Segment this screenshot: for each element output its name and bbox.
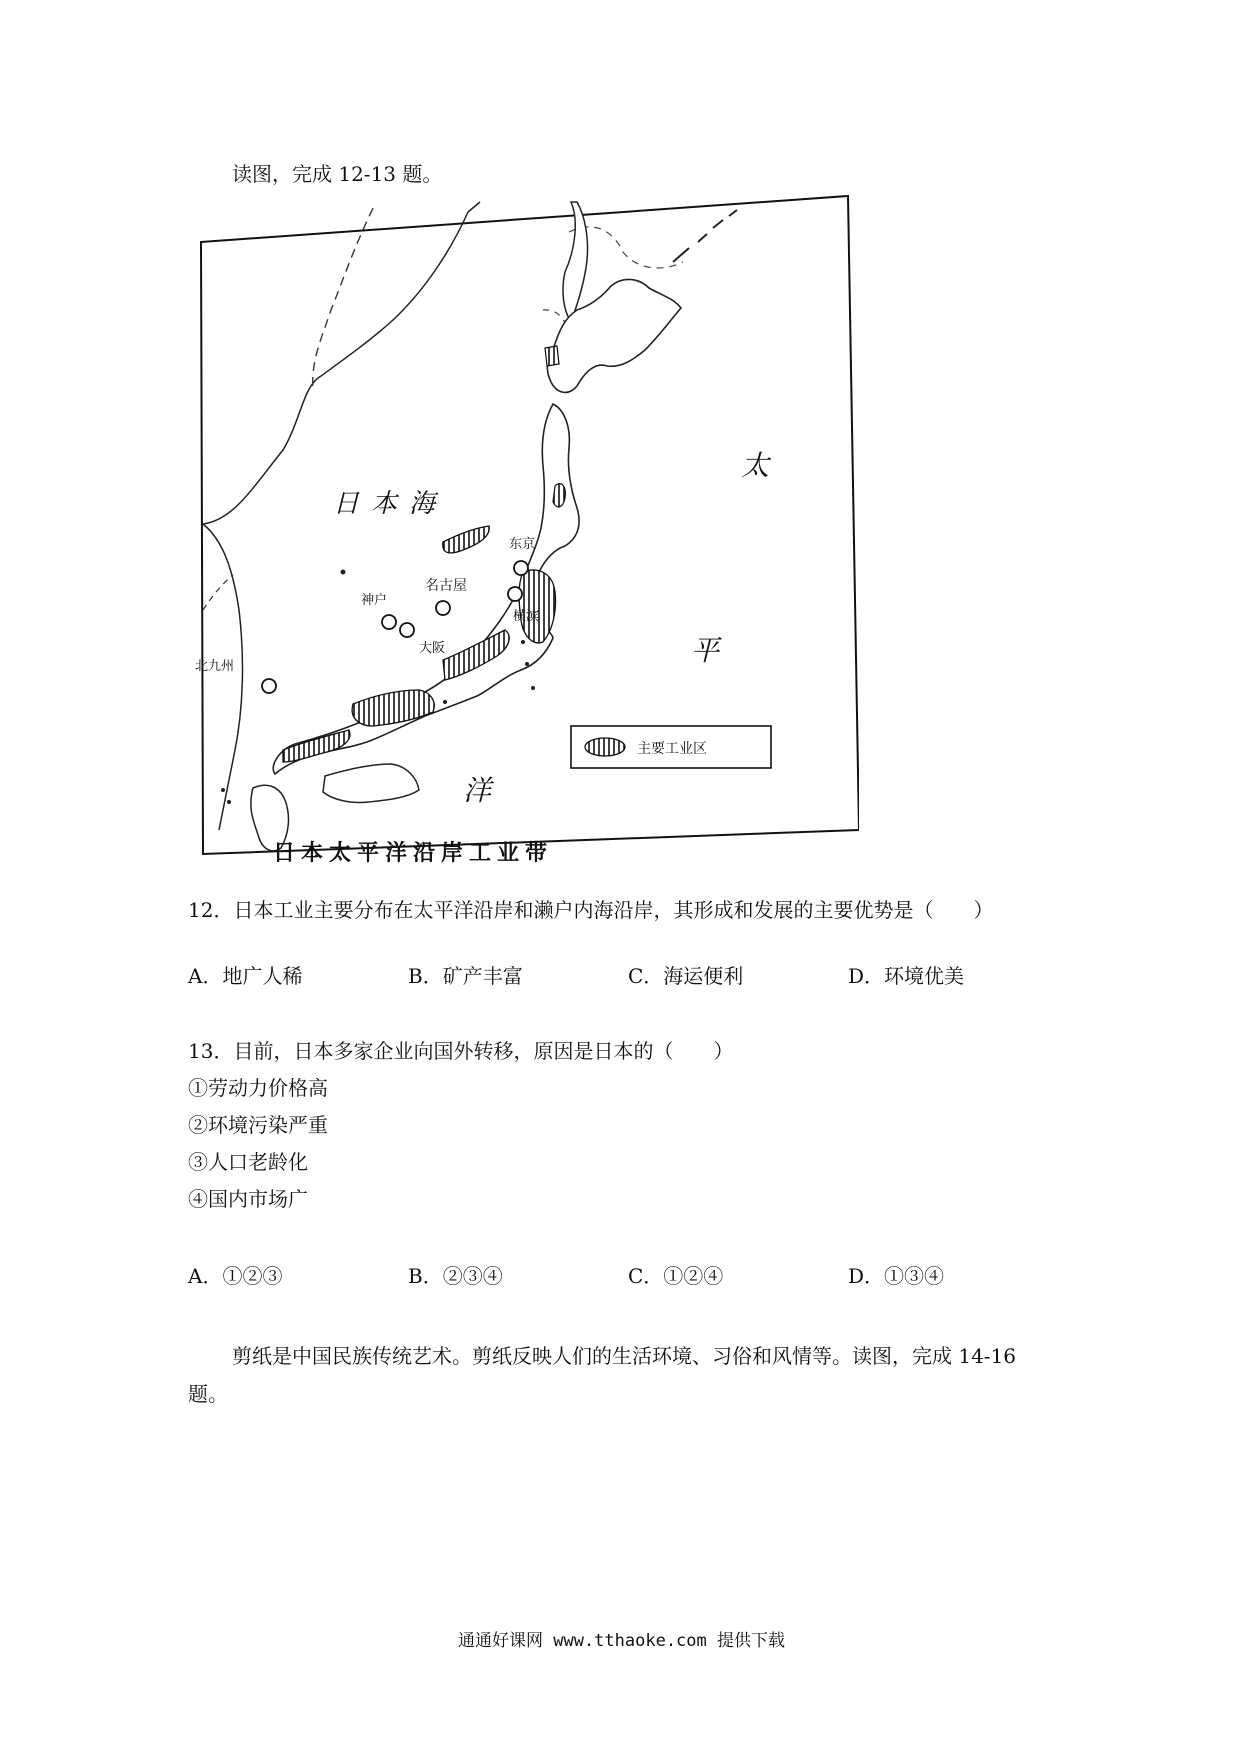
island bbox=[221, 788, 225, 792]
question-13-stem: 13．目前，日本多家企业向国外转移，原因是日本的（ ） bbox=[188, 1039, 734, 1063]
city-label-yokohama: 横滨 bbox=[513, 609, 540, 624]
city-label-tokyo: 东京 bbox=[509, 537, 536, 552]
industrial-zone-hokkaido bbox=[545, 346, 559, 366]
japan-industrial-belt-map bbox=[193, 190, 859, 866]
island bbox=[227, 800, 231, 804]
q12-option-a: A．地广人稀 bbox=[188, 964, 303, 988]
q13-item-1: ①劳动力价格高 bbox=[188, 1076, 328, 1100]
legend-hatch-swatch bbox=[585, 738, 625, 756]
intro-14-16-line-2: 题。 bbox=[188, 1382, 228, 1406]
legend-label: 主要工业区 bbox=[637, 741, 707, 757]
ocean-label-char-1: 太 bbox=[741, 449, 770, 482]
island bbox=[443, 700, 447, 704]
intro-14-16-line-1: 剪纸是中国民族传统艺术。剪纸反映人们的生活环境、习俗和风情等。读图，完成 14-16 bbox=[232, 1344, 1017, 1368]
ocean-label-char-3: 洋 bbox=[463, 774, 492, 807]
q13-item-3: ③人口老龄化 bbox=[188, 1150, 308, 1174]
island bbox=[521, 640, 525, 644]
city-marker-osaka bbox=[400, 623, 414, 637]
question-12-stem: 12．日本工业主要分布在太平洋沿岸和濑户内海沿岸，其形成和发展的主要优势是（ ） bbox=[188, 898, 994, 922]
city-label-nagoya: 名古屋 bbox=[425, 578, 467, 594]
q13-item-4: ④国内市场广 bbox=[188, 1187, 308, 1211]
island bbox=[531, 686, 535, 690]
city-marker-tokyo bbox=[514, 561, 528, 575]
city-marker-kobe bbox=[382, 615, 396, 629]
q12-option-d: D．环境优美 bbox=[848, 964, 965, 988]
city-marker-kitakyushu bbox=[262, 679, 276, 693]
industrial-zone-tohoku bbox=[553, 484, 565, 507]
q13-option-d: D．①③④ bbox=[848, 1264, 945, 1288]
q12-option-c: C．海运便利 bbox=[628, 964, 744, 988]
island bbox=[525, 662, 529, 666]
q12-option-b: B．矿产丰富 bbox=[408, 964, 523, 988]
q13-option-b: B．②③④ bbox=[408, 1264, 503, 1288]
intro-12-13: 读图，完成 12-13 题。 bbox=[232, 162, 443, 186]
city-marker-yokohama bbox=[508, 587, 522, 601]
q13-item-2: ②环境污染严重 bbox=[188, 1113, 328, 1137]
city-label-kobe: 神户 bbox=[361, 593, 388, 608]
q13-option-c: C．①②④ bbox=[628, 1264, 724, 1288]
sea-label: 日本海 bbox=[333, 489, 448, 519]
city-label-kitakyushu: 北九州 bbox=[195, 659, 235, 674]
page-footer: 通通好课网 www.tthaoke.com 提供下载 bbox=[458, 1631, 785, 1651]
city-marker-nagoya bbox=[436, 601, 450, 615]
map-caption: 日本太平洋沿岸工业带 bbox=[273, 840, 554, 866]
city-label-osaka: 大阪 bbox=[419, 641, 446, 656]
q13-option-a: A．①②③ bbox=[188, 1264, 283, 1288]
ocean-label-char-2: 平 bbox=[691, 634, 720, 667]
island bbox=[341, 570, 346, 575]
